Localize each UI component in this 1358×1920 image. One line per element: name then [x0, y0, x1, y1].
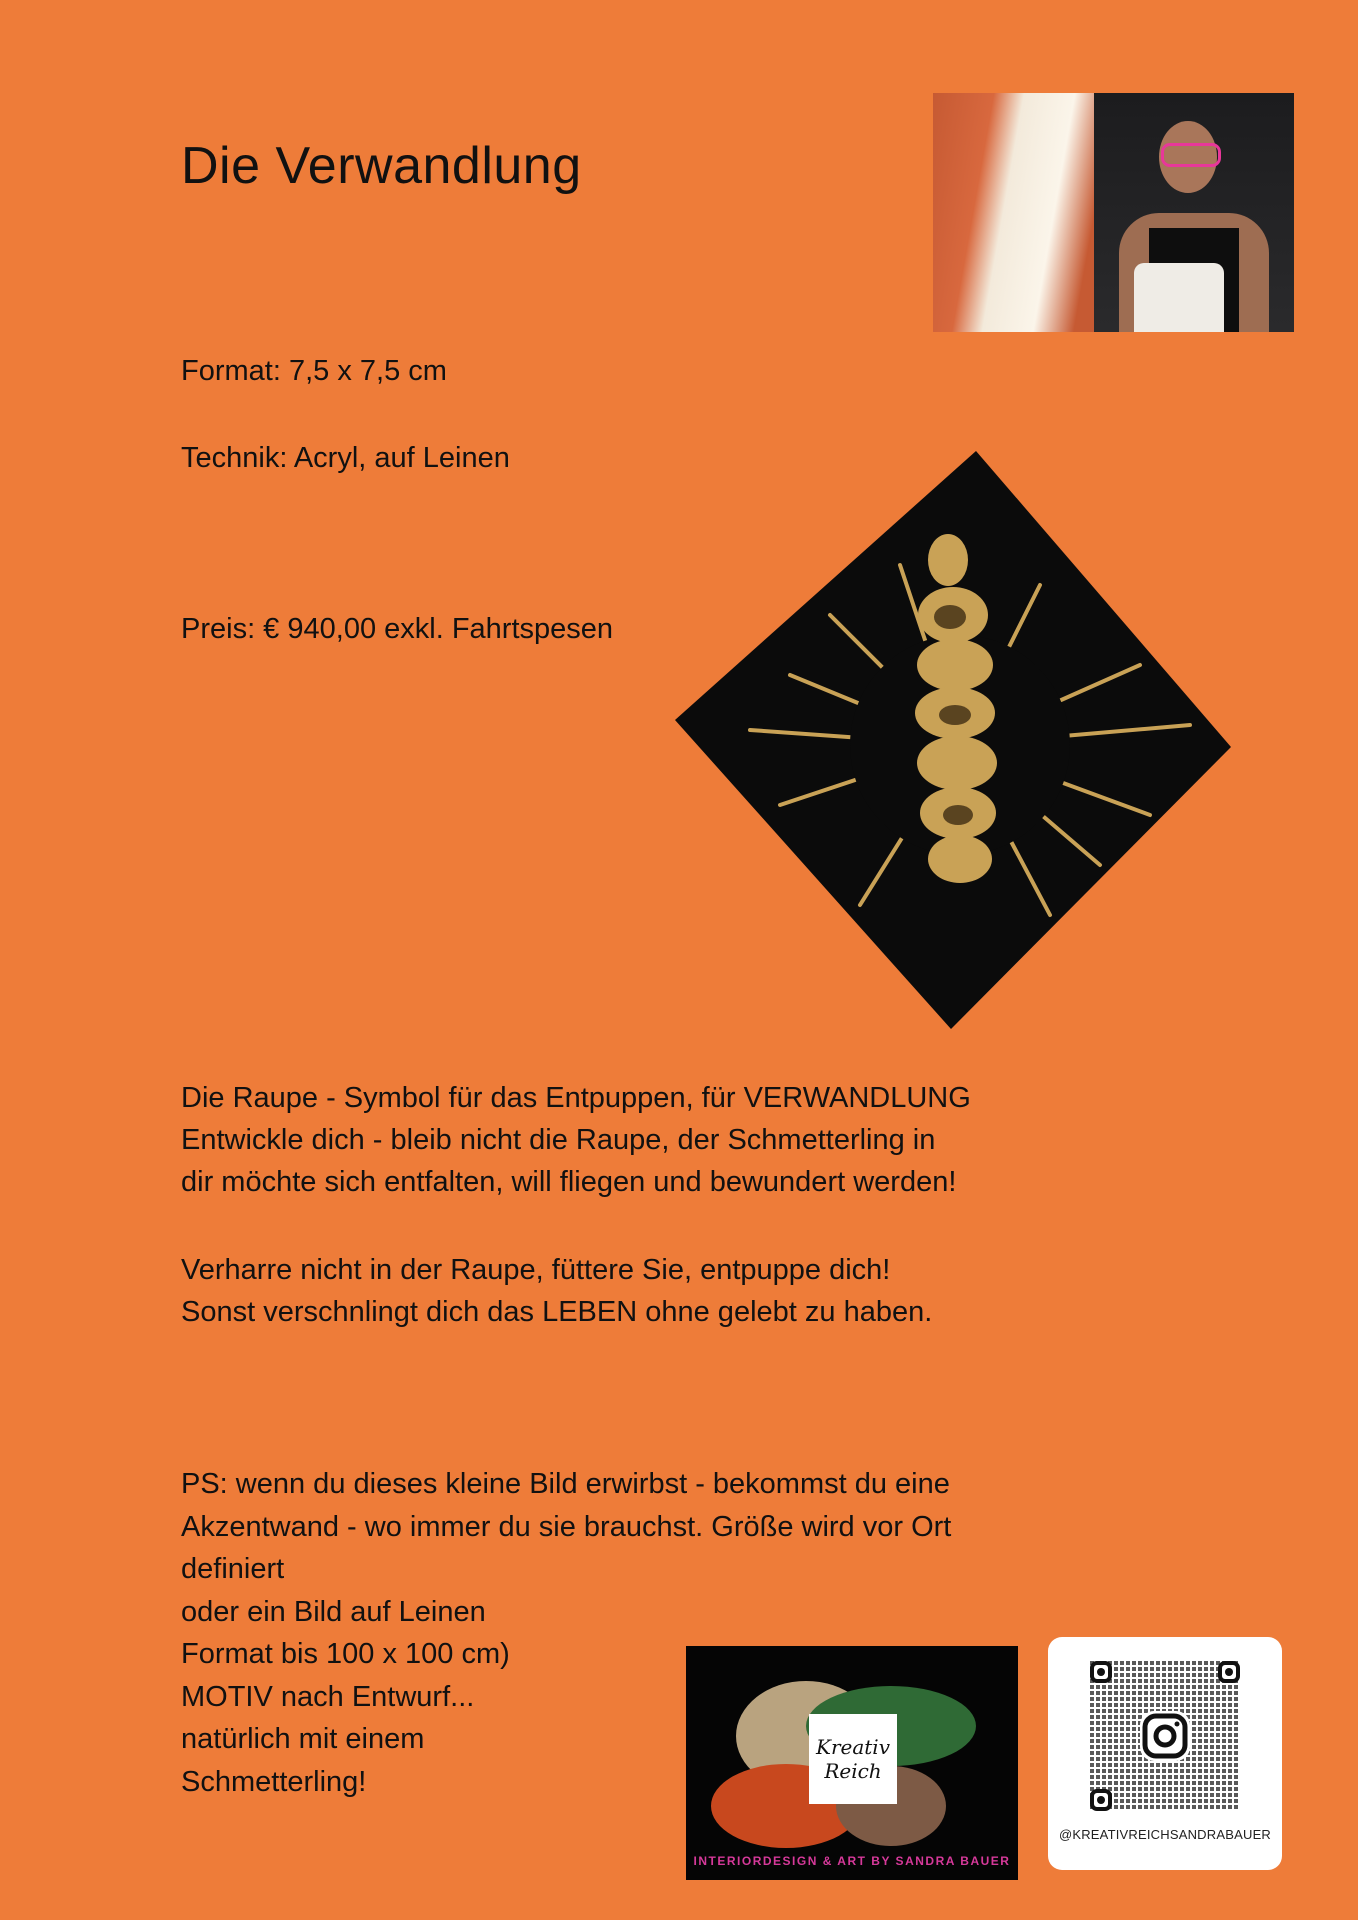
- instagram-qr-card[interactable]: [1048, 1637, 1282, 1870]
- description-paragraph-2: Verharre nicht in der Raupe, füttere Sie, entpuppe dich! Sonst verschnlingt dich das LEBEN ohne gelebt zu haben.: [181, 1254, 933, 1328]
- kreativ-reich-logo: [686, 1646, 1018, 1880]
- logo-wordmark: Kreativ Reich: [809, 1714, 897, 1804]
- instagram-handle: @KREATIVREICHSANDRABAUER: [1058, 1827, 1272, 1842]
- page-title: Die Verwandlung: [181, 137, 582, 195]
- painting-detail: [933, 93, 1094, 332]
- description-paragraph-1: Die Raupe - Symbol für das Entpuppen, für VERWANDLUNG Entwickle dich - bleib nicht die Raupe, der Schmetterling in dir möchte sich entfalten, will fliegen und bewundert werden!: [181, 1082, 971, 1198]
- format-text: Format: 7,5 x 7,5 cm: [181, 355, 447, 387]
- artist-photo: [933, 93, 1294, 332]
- technik-text: Technik: Acryl, auf Leinen: [181, 442, 510, 474]
- artwork-caterpillar: [670, 445, 1240, 1035]
- ps-text: PS: wenn du dieses kleine Bild erwirbst - bekommst du eine Akzentwand - wo immer du sie brauchst. Größe wird vor Ort definiert oder ein Bild auf Leinen Format bis 100 x 100 cm) MOTIV nach Entwurf... natürlich mit einem Schmetterling!: [181, 1468, 952, 1798]
- logo-tagline: INTERIORDESIGN & ART BY SANDRA BAUER: [693, 1854, 1011, 1868]
- price-text: Preis: € 940,00 exkl. Fahrtspesen: [181, 613, 614, 645]
- artist-portrait: [1094, 93, 1294, 332]
- qr-code: [1090, 1661, 1240, 1811]
- instagram-icon: [1140, 1711, 1190, 1761]
